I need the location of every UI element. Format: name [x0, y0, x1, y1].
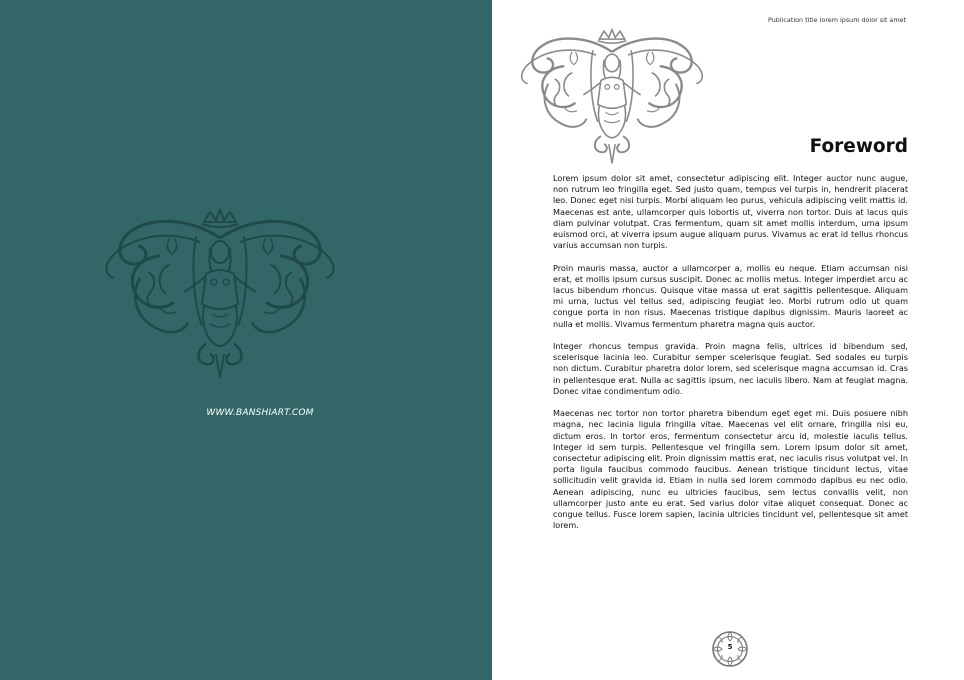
paragraph: Integer rhoncus tempus gravida. Proin magna felis, ultrices id bibendum sed, scelerisque lacinia leo. Curabitur semper scelerisque feugiat. Sed sodales eu turpis non dictum. Curabitur pharetra dolor lorem, sed scelerisque magna accumsan id. Cras in pellentesque erat. Nulla ac sagittis ipsum, nec iaculis libero. Nam at feugiat magna. Donec vitae condimentum odio. — [553, 341, 908, 396]
paragraph: Lorem ipsum dolor sit amet, consectetur adipiscing elit. Integer auctor nunc augue, non rutrum leo fringilla eget. Sed justo quam, tempus vel turpis in, hendrerit placerat leo. Donec eget nisi turpis. Morbi aliquam leo purus, vehicula adipiscing velit mattis id. Maecenas est ante, ullamcorper quis lobortis ut, viverra non tortor. Duis at lacus quis diam pulvinar volutpat. Cras fermentum, quam sit amet mollis interdum, urna ipsum euismod orci, at viverra ipsum augue aliquam purus. Vivamus ac erat id tellus rhoncus varius accumsan non turpis. — [553, 173, 908, 251]
page-number: 5 — [727, 643, 733, 651]
paragraph: Maecenas nec tortor non tortor pharetra bibendum eget eget mi. Duis posuere nibh magna, nec lacinia ligula fringilla vitae. Maecenas vel elit ornare, fringilla nisi eu, dictum eros. In tortor eros, fermentum consectetur arcu id, molestie iaculis tellus. Integer id sem turpis. Pellentesque vel fringilla sem. Lorem ipsum dolor sit amet, consectetur adipiscing elit. Proin dignissim mattis erat, nec iaculis risus volutpat vel. In porta ligula faucibus commodo faucibus. Aenean tristique tincidunt lectus, vitae sollicitudin velit gravida id. Etiam in nulla sed lorem commodo dapibus eu nec odio. Aenean adipiscing, nunc eu ultricies faucibus, sem lectus convallis velit, non ullamcorper justo ante eu erat. Sed varius dolor vitae aliquet consequat. Donec ac congue tellus. Fusce lorem sapien, lacinia ultricies tincidunt vel, pellentesque sit amet lorem. — [553, 408, 908, 531]
running-header: Publication title lorem ipsum dolor sit amet — [768, 16, 906, 24]
paragraph: Proin mauris massa, auctor a ullamcorper a, mollis eu neque. Etiam accumsan nisi erat, et mollis ipsum cursus suscipit. Donec ac mollis metus. Integer imperdiet arcu ac lacus bibendum rhoncus. Quisque vitae massa ut erat sagittis pellentesque. Aliquam mi urna, luctus vel tellus sed, adipiscing feugiat leo. Morbi rutrum odio ut quam congue porta in non risus. Maecenas tristique dapibus dignissim. Mauris laoreet ac nulla et mollis. Vivamus fermentum pharetra magna quis auctor. — [553, 262, 908, 329]
mermaid-crest-ornament-icon — [100, 208, 340, 384]
website-url: WWW.BANSHIART.COM — [206, 408, 314, 418]
page-title: Foreword — [809, 136, 908, 157]
right-page — [492, 0, 964, 680]
body-text — [553, 173, 908, 543]
mermaid-crest-ornament-icon — [492, 28, 732, 168]
